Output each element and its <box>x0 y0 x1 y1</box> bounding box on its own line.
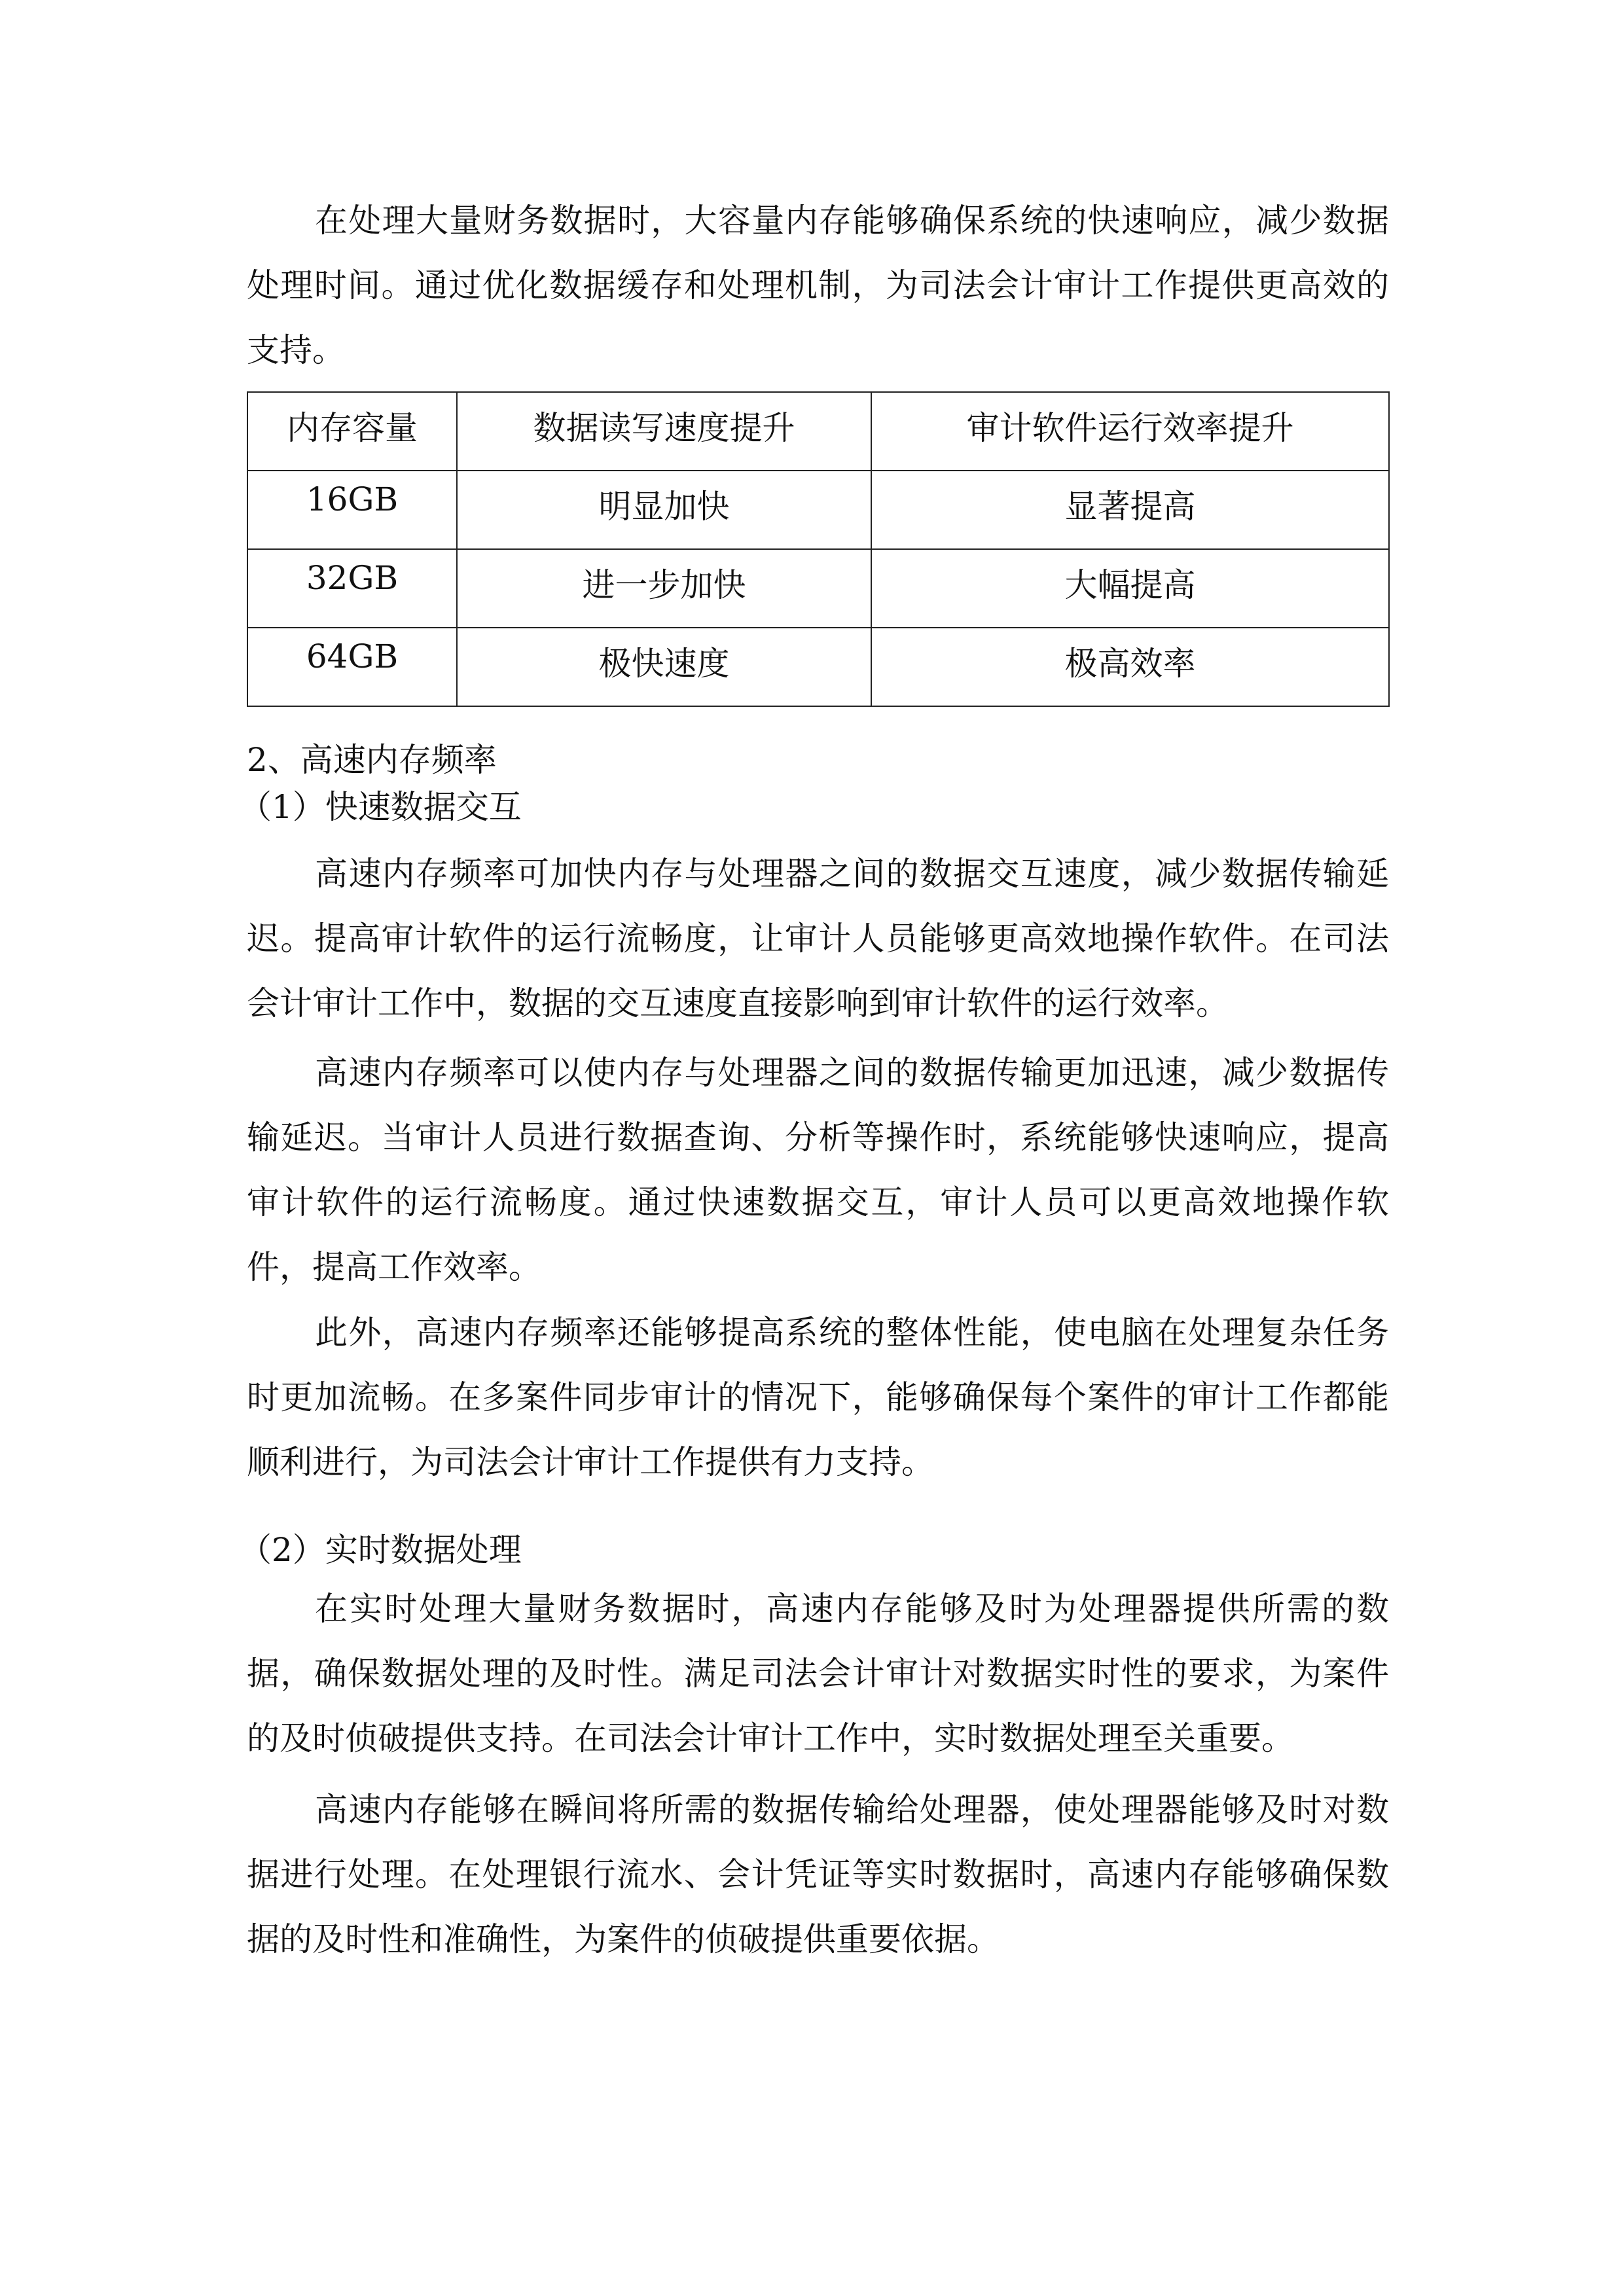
table-header-row <box>247 392 1389 471</box>
paragraph <box>247 1778 1389 1972</box>
paragraph-line: 审计软件的运行流畅度。通过快速数据交互，审计人员可以更高效地操作软 <box>247 1183 1389 1221</box>
paragraph-line: 会计审计工作中，数据的交互速度直接影响到审计软件的运行效率。 <box>247 984 1229 1022</box>
paragraph <box>247 842 1389 1036</box>
table-cell: 显著提高 <box>871 471 1389 549</box>
table-cell: 极快速度 <box>457 628 871 706</box>
paragraph <box>247 1577 1389 1771</box>
paragraph-line: 时更加流畅。在多案件同步审计的情况下，能够确保每个案件的审计工作都能 <box>247 1378 1389 1416</box>
paragraph-line: 输延迟。当审计人员进行数据查询、分析等操作时，系统能够快速响应，提高 <box>247 1119 1389 1157</box>
table-row <box>247 628 1389 706</box>
paragraph-line: 据，确保数据处理的及时性。满足司法会计审计对数据实时性的要求，为案件 <box>247 1655 1389 1693</box>
paragraph-line: 高速内存频率可加快内存与处理器之间的数据交互速度，减少数据传输延 <box>315 855 1389 893</box>
memory-capacity-table <box>247 391 1390 707</box>
paragraph-line: 在处理大量财务数据时，大容量内存能够确保系统的快速响应，减少数据 <box>315 202 1389 240</box>
paragraph-line: 高速内存能够在瞬间将所需的数据传输给处理器，使处理器能够及时对数 <box>315 1791 1389 1829</box>
paragraph-line: 件，提高工作效率。 <box>247 1248 541 1286</box>
table-cell: 明显加快 <box>457 471 871 549</box>
table-row <box>247 549 1389 628</box>
table-cell: 进一步加快 <box>457 549 871 628</box>
table-cell: 大幅提高 <box>871 549 1389 628</box>
paragraph <box>247 1041 1389 1300</box>
paragraph <box>247 1300 1389 1495</box>
paragraph-line: 据的及时性和准确性，为案件的侦破提供重要依据。 <box>247 1920 1000 1958</box>
paragraph-line: 顺利进行，为司法会计审计工作提供有力支持。 <box>247 1443 934 1481</box>
subsection-heading: （2）实时数据处理 <box>239 1531 522 1569</box>
table-header-cell: 数据读写速度提升 <box>457 392 871 471</box>
paragraph <box>247 188 1389 383</box>
paragraph-line: 支持。 <box>247 331 345 369</box>
paragraph-line: 的及时侦破提供支持。在司法会计审计工作中，实时数据处理至关重要。 <box>247 1719 1294 1757</box>
section-heading: 2、高速内存频率 <box>247 741 497 779</box>
paragraph-line: 高速内存频率可以使内存与处理器之间的数据传输更加迅速，减少数据传 <box>315 1054 1389 1092</box>
table-header-cell: 审计软件运行效率提升 <box>871 392 1389 471</box>
paragraph-line: 此外，高速内存频率还能够提高系统的整体性能，使电脑在处理复杂任务 <box>315 1314 1389 1352</box>
paragraph-line: 据进行处理。在处理银行流水、会计凭证等实时数据时，高速内存能够确保数 <box>247 1856 1389 1893</box>
table-cell: 64GB <box>247 628 457 706</box>
paragraph-line: 迟。提高审计软件的运行流畅度，让审计人员能够更高效地操作软件。在司法 <box>247 920 1389 958</box>
table-header-cell: 内存容量 <box>247 392 457 471</box>
subsection-heading: （1）快速数据交互 <box>239 788 522 826</box>
paragraph-line: 在实时处理大量财务数据时，高速内存能够及时为处理器提供所需的数 <box>315 1590 1389 1628</box>
table-cell: 32GB <box>247 549 457 628</box>
table-cell: 极高效率 <box>871 628 1389 706</box>
table-cell: 16GB <box>247 471 457 549</box>
paragraph-line: 处理时间。通过优化数据缓存和处理机制，为司法会计审计工作提供更高效的 <box>247 266 1389 304</box>
table-row <box>247 471 1389 549</box>
